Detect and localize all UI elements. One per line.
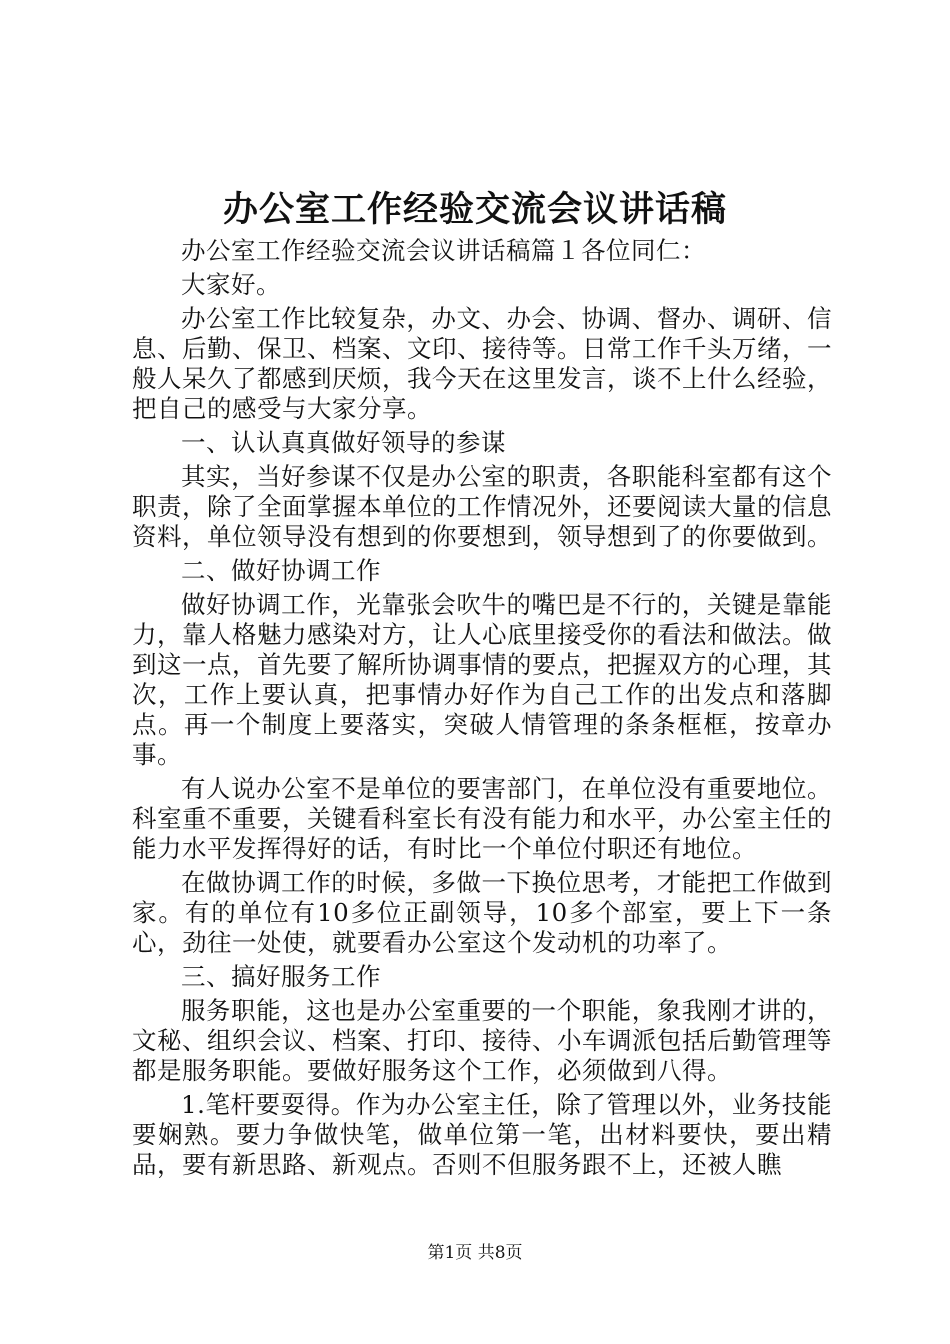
page-footer: 第1页 共8页 [427, 1243, 523, 1263]
paragraph-1: 办公室工作经验交流会议讲话稿篇１各位同仁： [181, 236, 706, 265]
paragraph-5: 做好协调工作，光靠张会吹牛的嘴巴是不行的，关键是靠能力，靠人格魅力感染对方，让人心底里接受你的看法和做法。做到这一点，首先要了解所协调事情的要点，把握双方的心理，其次，工作上要认真，把事情办好作为自己工作的出发点和落脚点。再一个制度上要落实，突破人情管理的条条框框，按章办事。 [132, 590, 832, 769]
section-heading-2: 二、做好协调工作 [181, 556, 381, 585]
paragraph-6: 有人说办公室不是单位的要害部门，在单位没有重要地位。科室重不重要，关键看科室长有没有能力和水平，办公室主任的能力水平发挥得好的话，有时比一个单位付职还有地位。 [132, 774, 832, 863]
paragraph-9: 1.笔杆要耍得。作为办公室主任，除了管理以外，业务技能要娴熟。要力争做快笔，做单位第一笔，出材料要快，要出精品，要有新思路、新观点。否则不但服务跟不上，还被人瞧 [132, 1090, 832, 1179]
paragraph-8: 服务职能，这也是办公室重要的一个职能，象我刚才讲的，文秘、组织会议、档案、打印、接待、小车调派包括后勤管理等都是服务职能。要做好服务这个工作，必须做到八得。 [132, 996, 832, 1085]
paragraph-2: 大家好。 [181, 270, 281, 299]
document-body [132, 236, 832, 1184]
paragraph-7: 在做协调工作的时候，多做一下换位思考，才能把工作做到家。有的单位有10多位正副领导，10多个部室，要上下一条心，劲往一处使，就要看办公室这个发动机的功率了。 [132, 868, 832, 957]
document-title: 办公室工作经验交流会议讲话稿 [222, 189, 727, 230]
section-heading-3: 三、搞好服务工作 [181, 962, 381, 991]
paragraph-4: 其实，当好参谋不仅是办公室的职责，各职能科室都有这个职责，除了全面掌握本单位的工作情况外，还要阅读大量的信息资料，单位领导没有想到的你要想到，领导想到了的你要做到。 [132, 462, 832, 551]
paragraph-3: 办公室工作比较复杂，办文、办会、协调、督办、调研、信息、后勤、保卫、档案、文印、接待等。日常工作千头万绪，一般人呆久了都感到厌烦，我今天在这里发言，谈不上什么经验，把自己的感受与大家分享。 [132, 304, 832, 423]
section-heading-1: 一、认认真真做好领导的参谋 [181, 428, 506, 457]
